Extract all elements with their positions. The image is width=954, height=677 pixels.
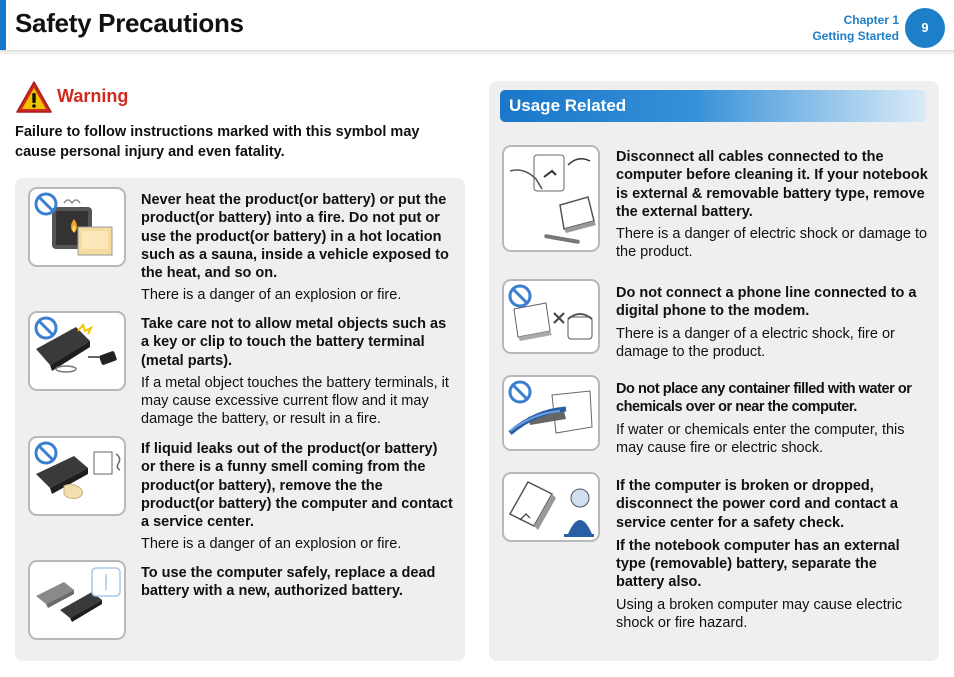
unplug-cables-icon (502, 145, 600, 252)
battery-fire-icon (28, 187, 126, 267)
chapter-name: Getting Started (812, 29, 899, 43)
usage-item-3-instruction: Do not place any container filled with water or chemicals over or near the computer. (616, 381, 912, 416)
phone-line-icon (502, 279, 600, 354)
warning-item-4-instruction: To use the computer safely, replace a dead battery with a new, authorized battery. (141, 565, 436, 600)
warning-description: Failure to follow instructions marked with this symbol may cause personal injury and even fatality. (15, 124, 420, 160)
usage-item-3-text (616, 380, 928, 457)
usage-item-2-instruction: Do not connect a phone line connected to a digital phone to the modem. (616, 285, 917, 320)
warning-item-4-text (141, 564, 455, 601)
usage-item-4-consequence: Using a broken computer may cause electric shock or fire hazard. (616, 596, 903, 632)
warning-item-1-consequence: There is a danger of an explosion or fire. (141, 287, 402, 304)
warning-item-3-text (141, 440, 455, 554)
header-divider (0, 50, 954, 56)
warning-item-3-instruction: If liquid leaks out of the product(or battery) or there is a funny smell coming from the product(or battery), remove the the product(or battery) the computer and contact a service center. (141, 441, 453, 531)
page-title: Safety Precautions (15, 8, 244, 38)
broken-computer-icon (502, 472, 600, 542)
battery-replace-icon (28, 560, 126, 640)
chapter-label (812, 12, 899, 44)
warning-item-1-instruction: Never heat the product(or battery) or put the product(or battery) into a fire. Do not put or use the product(or battery) in a hot location such as a sauna, inside a vehicle exposed to the heat, and so on. (141, 192, 449, 282)
chapter-number: Chapter 1 (843, 13, 899, 27)
battery-metal-icon (28, 311, 126, 391)
usage-item-4-text (616, 477, 928, 632)
warning-item-3-consequence: There is a danger of an explosion or fire. (141, 536, 402, 553)
warning-item-2-consequence: If a metal object touches the battery terminals, it may cause excessive current flow and it may damage the battery, or result in a fire. (141, 374, 449, 428)
warning-item-2-instruction: Take care not to allow metal objects such as a key or clip to touch the battery terminal (metal parts). (141, 316, 447, 369)
usage-item-1-consequence: There is a danger of electric shock or damage to the product. (616, 226, 928, 261)
warning-triangle-icon (15, 80, 53, 114)
warning-item-2-text (141, 315, 455, 429)
warning-label: Warning (57, 86, 129, 106)
usage-item-1-text (616, 148, 928, 262)
usage-item-1-instruction: Disconnect all cables connected to the computer before cleaning it. If your notebook is external & removable battery type, remove the external battery. (616, 149, 928, 220)
usage-item-4-instruction: If the computer is broken or dropped, disconnect the power cord and contact a service center for a safety check. (616, 478, 898, 531)
battery-leak-icon (28, 436, 126, 516)
water-container-icon (502, 375, 600, 451)
usage-item-3-consequence: If water or chemicals enter the computer, this may cause fire or electric shock. (616, 421, 905, 456)
warning-item-1-text (141, 191, 455, 305)
page-number-badge: 9 (905, 8, 945, 48)
usage-item-2-consequence: There is a danger of a electric shock, fire or damage to the product. (616, 325, 895, 360)
usage-item-4-battery-instruction: If the notebook computer has an external type (removable) battery, separate the battery also. (616, 537, 900, 591)
usage-item-2-text (616, 284, 928, 361)
header-accent-bar (0, 0, 6, 52)
usage-section-title: Usage Related (500, 90, 926, 122)
